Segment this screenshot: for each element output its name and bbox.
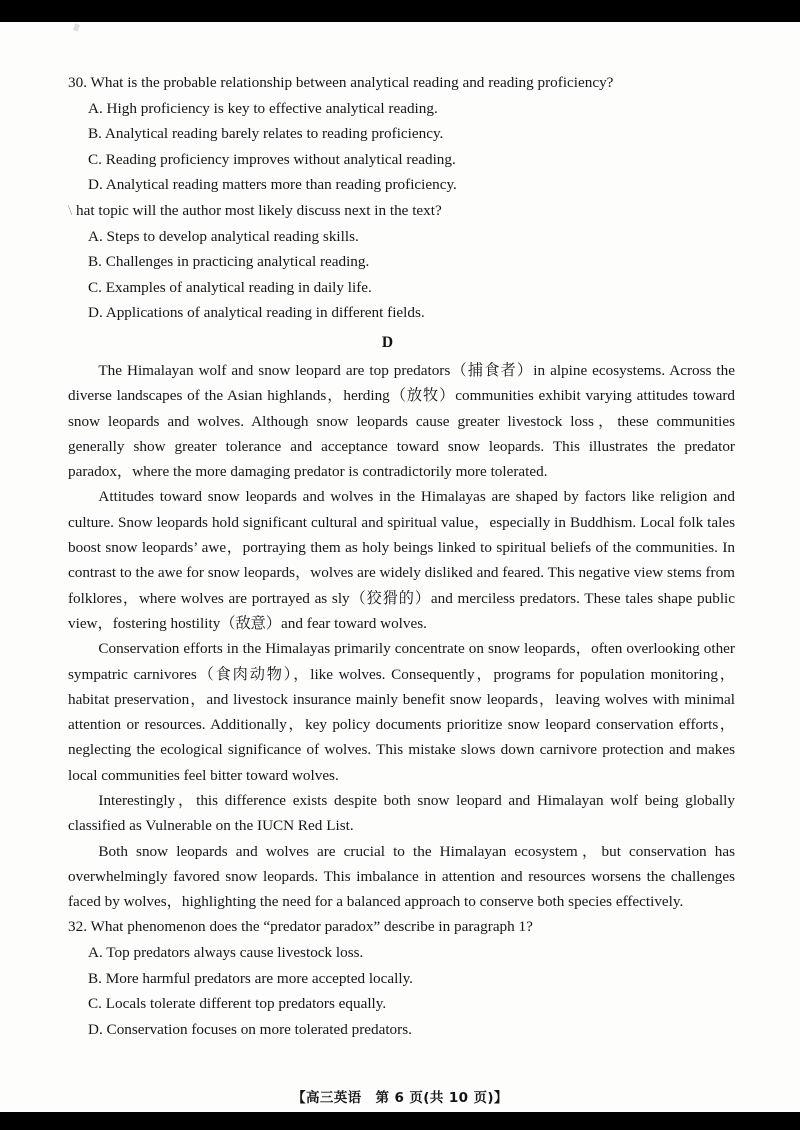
question-stem-32	[68, 914, 735, 940]
option-32-b[interactable]: B. More harmful predators are more accepted locally.	[88, 969, 413, 987]
passage-paragraph-1: The Himalayan wolf and snow leopard are top predators（捕食者）in alpine ecosystems. Across the diverse landscapes of the Asian highlands，herding（放牧）communities exhibit varying attitudes toward snow leopards and wolves. Although snow leopards cause greater livestock loss，these communities generally show greater tolerance and acceptance toward snow leopards. This illustrates the predator paradox，where the more damaging predator is contradictorily more tolerated.	[68, 361, 735, 481]
page-content	[0, 22, 800, 1042]
scan-edge-band-bottom	[0, 1112, 800, 1130]
option-30-a[interactable]: A. High proficiency is key to effective analytical reading.	[88, 99, 438, 117]
question-number-30: 30.	[68, 74, 87, 91]
page-footer: 【高三英语 第 6 页(共 10 页)】	[292, 1090, 508, 1106]
option-31-a[interactable]: A. Steps to develop analytical reading skills.	[88, 227, 359, 245]
option-30-c[interactable]: C. Reading proficiency improves without analytical reading.	[88, 150, 456, 168]
question-block-32	[68, 914, 735, 1042]
question-text-32: What phenomenon does the “predator paradox” describe in paragraph 1?	[90, 918, 533, 936]
option-30-b[interactable]: B. Analytical reading barely relates to reading proficiency.	[88, 125, 444, 143]
passage-paragraph-5: Both snow leopards and wolves are crucial to the Himalayan ecosystem，but conservation has overwhelmingly favored snow leopards. This imbalance in attention and resources worsens the challenges faced by wolves，highlighting the need for a balanced approach to conserve both species effectively.	[68, 842, 735, 911]
passage-paragraph-3: Conservation efforts in the Himalayas primarily concentrate on snow leopards，often overlooking other sympatric carnivores（食肉动物），like wolves. Consequently，programs for population monitoring，habitat preservation，and livestock insurance mainly benefit snow leopards，leaving wolves with minimal attention or resources. Additionally，key policy documents prioritize snow leopard conservation efforts，neglecting the ecological significance of wolves. This mistake slows down carnivore protection and makes local communities feel bitter toward wolves.	[68, 640, 735, 784]
question-stem-31	[68, 198, 735, 224]
option-31-d[interactable]: D. Applications of analytical reading in different fields.	[88, 304, 425, 322]
option-31-b[interactable]: B. Challenges in practicing analytical reading.	[88, 253, 370, 271]
scan-edge-band-top	[0, 0, 800, 22]
passage-paragraph-2: Attitudes toward snow leopards and wolves in the Himalayas are shaped by factors like religion and culture. Snow leopards hold significant cultural and spiritual value，especially in Buddhism. Local folk tales boost snow leopards’ awe，portraying them as holy beings linked to spiritual beliefs of the communities. In contrast to the awe for snow leopards，wolves are widely disliked and feared. This negative view stems from folklores，where wolves are portrayed as sly（狡猾的）and merciless predators. These tales shape public view，fostering hostility（敌意）and fear toward wolves.	[68, 488, 735, 632]
question-number-31: \	[68, 201, 73, 219]
option-32-a[interactable]: A. Top predators always cause livestock loss.	[88, 944, 364, 962]
question-stem-30	[68, 70, 735, 96]
option-32-c[interactable]: C. Locals tolerate different top predators equally.	[88, 995, 387, 1013]
option-31-c[interactable]: C. Examples of analytical reading in daily life.	[88, 278, 372, 296]
question-block-31	[68, 198, 735, 326]
question-text-30: What is the probable relationship between analytical reading and reading proficiency?	[90, 74, 614, 91]
passage-paragraph-4: Interestingly，this difference exists despite both snow leopard and Himalayan wolf being globally classified as Vulnerable on the IUCN Red List.	[68, 791, 735, 835]
question-block-30	[68, 70, 735, 198]
option-32-d[interactable]: D. Conservation focuses on more tolerated predators.	[88, 1020, 412, 1038]
question-text-31: hat topic will the author most likely discuss next in the text?	[76, 201, 442, 219]
option-30-d[interactable]: D. Analytical reading matters more than reading proficiency.	[88, 176, 457, 194]
question-number-32: 32.	[68, 918, 87, 936]
section-letter-d: D	[381, 333, 394, 351]
reading-passage	[68, 358, 735, 915]
